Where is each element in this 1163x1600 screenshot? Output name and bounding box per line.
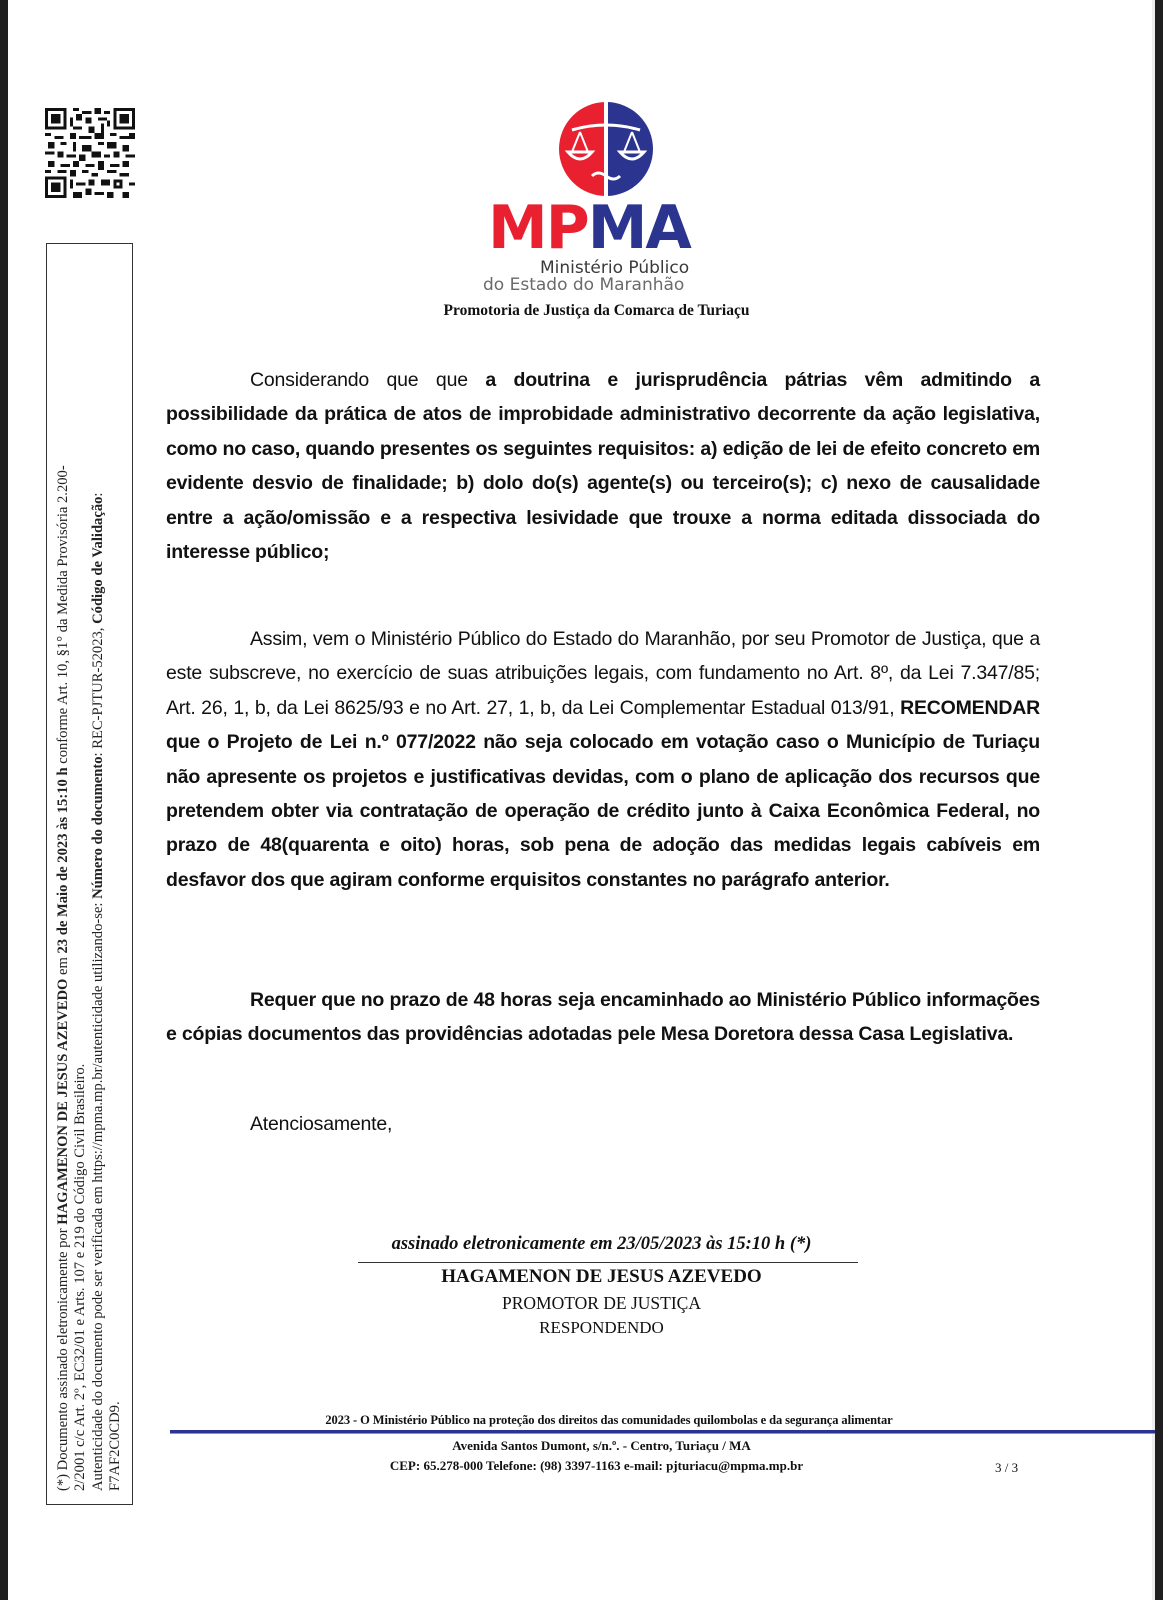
logo-line-1: Ministério Público xyxy=(540,258,690,278)
footer-divider-shadow xyxy=(170,1433,1155,1434)
stamp-signer: HAGAMENON DE JESUS AZEVEDO xyxy=(54,978,71,1225)
scales-of-justice-icon xyxy=(488,100,728,200)
stamp-text: conforme Art. 10, §1° da Medida Provisória 2.200- xyxy=(54,465,71,768)
qr-code-icon xyxy=(45,108,135,198)
office-heading: Promotoria de Justiça da Comarca de Turiaçu xyxy=(443,302,750,319)
signer-status: RESPONDENDO xyxy=(539,1318,664,1337)
paragraph-text: Assim, vem o Ministério Público do Estado do Maranhão, por seu Promotor de Justiça, que a este subscreve, no exercício de suas atribuições legais, com fundamento no Art. 8º, da Lei 7.347/85; Art. 26, 1, b, da Lei 8625/93 e no Art. 27, 1, b, da Lei Complementar Estadual 013/91, xyxy=(166,628,1040,719)
authentication-stamp xyxy=(46,243,133,1505)
closing-text: Atenciosamente, xyxy=(250,1113,393,1135)
paragraph-bold-text: Requer que no prazo de 48 horas seja encaminhado ao Ministério Público informações e cópias documentos das providências adotadas pele Mesa Doretora dessa Casa Legislativa. xyxy=(166,989,1040,1046)
logo-acronym-red: MP xyxy=(488,193,588,263)
paragraph-bold-text: a doutrina e jurisprudência pátrias vêm admitindo a possibilidade da prática de atos de improbidade administrativo decorrente da ação legislativa, como no caso, quando presentes os seguintes requisitos: a) edição de lei de efeito concreto em evidente desvio de finalidade; b) dolo do(s) agente(s) ou terceiro(s); c) nexo de causalidade entre a ação/omissão e a respectiva lesividade que trouxe a norma editada dissociada do interesse público; xyxy=(166,369,1041,564)
viewer-right-edge xyxy=(1155,0,1163,1600)
signature-stamp: assinado eletronicamente em 23/05/2023 às 15:10 h (*) xyxy=(391,1234,812,1254)
stamp-text: Autenticidade do documento pode ser verificada em https://mpma.mp.br/autenticidade utilizando-se: xyxy=(89,898,106,1491)
logo-acronym xyxy=(488,193,728,263)
logo-acronym-blue: MA xyxy=(587,193,690,263)
footer-address: Avenida Santos Dumont, s/n.º. - Centro, Turiaçu / MA xyxy=(452,1438,751,1453)
stamp-text: (*) Documento assinado eletronicamente por xyxy=(54,1224,71,1491)
paragraph-bold-text: RECOMENDAR que o Projeto de Lei n.º 077/2022 não seja colocado em votação caso o Município de Turiaçu não apresente os projetos e justificativas devidas, com o plano de aplicação dos recursos que pretendem obter via contratação de operação de crédito junto à Caixa Econômica Federal, no prazo de 48(quarenta e oito) horas, sob pena de adoção das medidas legais cabíveis em desfavor dos que agiram conforme erquisitos constantes no parágrafo anterior. xyxy=(166,696,1040,891)
paragraph-requer xyxy=(166,983,1040,1052)
closing xyxy=(166,1107,1040,1141)
stamp-label: Número do documento xyxy=(89,756,106,899)
viewer-left-edge xyxy=(0,0,8,1600)
stamp-label: Código de Validação xyxy=(89,496,106,624)
footer-motto: 2023 - O Ministério Público na proteção dos direitos das comunidades quilombolas e da segurança alimentar xyxy=(325,1413,893,1427)
stamp-line-4: F7AF2C0CD9. xyxy=(106,1401,123,1491)
logo-line-2: do Estado do Maranhão xyxy=(483,275,685,295)
stamp-line-2: 2/2001 c/c Art. 2º, EC32/01 e Arts. 107 e 219 do Código Civil Brasileiro. xyxy=(72,1063,89,1491)
stamp-doc-number: : REC-PJTUR-52023, xyxy=(89,623,106,757)
signer-role: PROMOTOR DE JUSTIÇA xyxy=(501,1293,701,1313)
signature-line xyxy=(358,1262,858,1263)
stamp-date: 23 de Maio de 2023 às 15:10 h xyxy=(54,767,71,954)
footer-contact: CEP: 65.278-000 Telefone: (98) 3397-1163 e-mail: pjturiacu@mpma.mp.br xyxy=(389,1458,804,1473)
mpma-logo xyxy=(483,100,728,300)
stamp-text: em xyxy=(54,953,71,979)
paragraph-considerando xyxy=(166,363,1040,569)
paragraph-recomendar xyxy=(166,622,1040,897)
paragraph-text: Considerando que que xyxy=(250,369,486,391)
signer-name: HAGAMENON DE JESUS AZEVEDO xyxy=(441,1266,762,1287)
page-number: 3 / 3 xyxy=(995,1460,1019,1475)
stamp-text: : xyxy=(89,492,106,497)
